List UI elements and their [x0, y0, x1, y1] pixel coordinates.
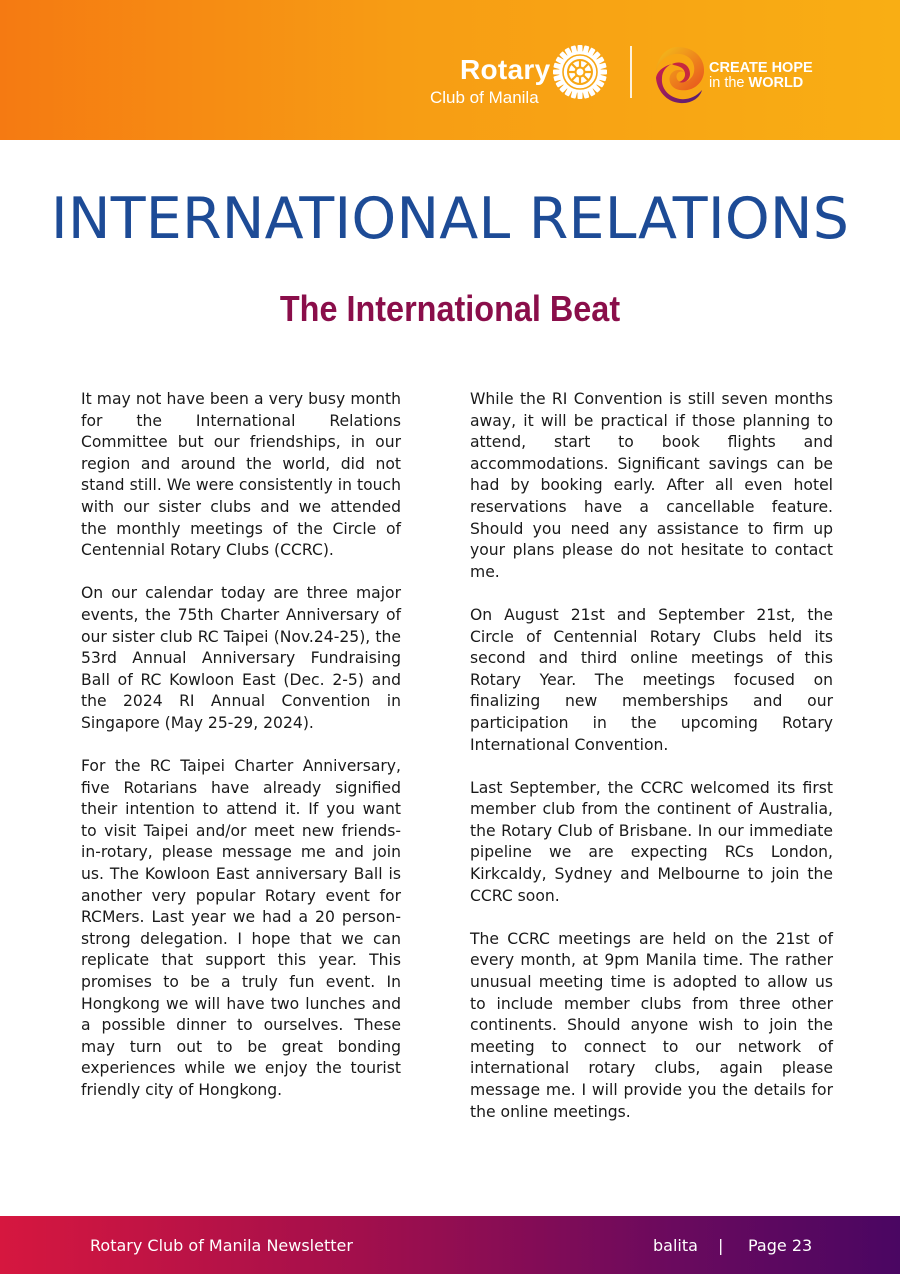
slogan-line-2	[709, 76, 813, 91]
article-subtitle: The International Beat	[279, 288, 621, 329]
header-divider	[630, 46, 632, 98]
page-footer	[0, 1216, 900, 1274]
paragraph: It may not have been a very busy month for the International Relations Committee but our friendships, in our region and around the world, did not stand still. We were consistently in touch with our sister clubs and we attended the monthly meetings of the Circle of Centennial Rotary Clubs (CCRC).	[81, 390, 401, 560]
rotary-wheel-icon	[552, 44, 608, 100]
create-hope-slogan	[709, 61, 813, 91]
left-text-column	[81, 389, 401, 1123]
page-number: Page 23	[748, 1236, 813, 1255]
section-name: balita	[653, 1236, 698, 1255]
slogan-line-1: CREATE HOPE	[709, 60, 813, 76]
page-title: INTERNATIONAL RELATIONS	[50, 186, 850, 252]
slogan-world: WORLD	[748, 75, 804, 91]
footer-separator: |	[718, 1236, 724, 1255]
paragraph: For the RC Taipei Charter Anniversary, five Rotarians have already signified their intention to attend it. If you want to visit Taipei and/or meet new friends-in-rotary, please message me and join us. The Kowloon East anniversary Ball is another very popular Rotary event for RCMers. Last year we had a 20 person-strong delegation. I hope that we can replicate that support this year. This promises to be a truly fun event. In Hongkong we will have two lunches and a possible dinner to ourselves. These may turn out to be great bonding experiences while we enjoy the tourist friendly city of Hongkong.	[81, 757, 401, 1099]
paragraph: Last September, the CCRC welcomed its first member club from the continent of Australia, the Rotary Club of Brisbane. In our immediate pipeline we are expecting RCs London, Kirkcaldy, Sydney and Melbourne to join the CCRC soon.	[470, 778, 833, 905]
right-text-column	[470, 389, 833, 1145]
slogan-prefix: in the	[709, 75, 745, 91]
club-name: Club of Manila	[430, 88, 539, 107]
rotary-wordmark: Rotary	[460, 54, 551, 85]
newsletter-name: Rotary Club of Manila Newsletter	[90, 1236, 353, 1255]
paragraph: On August 21st and September 21st, the Circle of Centennial Rotary Clubs held its second and third online meetings of this Rotary Year. The meetings focused on finalizing new memberships and our participation in the upcoming Rotary International Convention.	[470, 605, 833, 754]
paragraph: While the RI Convention is still seven months away, it will be practical if those planning to attend, start to book flights and accommodations. Significant savings can be had by booking early. After all even hotel reservations have a cancellable feature. Should you need any assistance to firm up your plans please do not hesitate to contact me.	[470, 390, 833, 581]
create-hope-logo-icon	[650, 44, 706, 106]
paragraph: The CCRC meetings are held on the 21st of every month, at 9pm Manila time. The rather unusual meeting time is adopted to allow us to include member clubs from three other continents. Should anyone wish to join the meeting to connect to our network of international rotary clubs, again please message me. I will provide you the details for the online meetings.	[470, 929, 833, 1121]
page-header-banner	[0, 0, 900, 140]
paragraph: On our calendar today are three major events, the 75th Charter Anniversary of our sister club RC Taipei (Nov.24-25), the 53rd Annual Anniversary Fundraising Ball of RC Kowloon East (Dec. 2-5) and the 2024 RI Annual Convention in Singapore (May 25-29, 2024).	[81, 584, 401, 732]
